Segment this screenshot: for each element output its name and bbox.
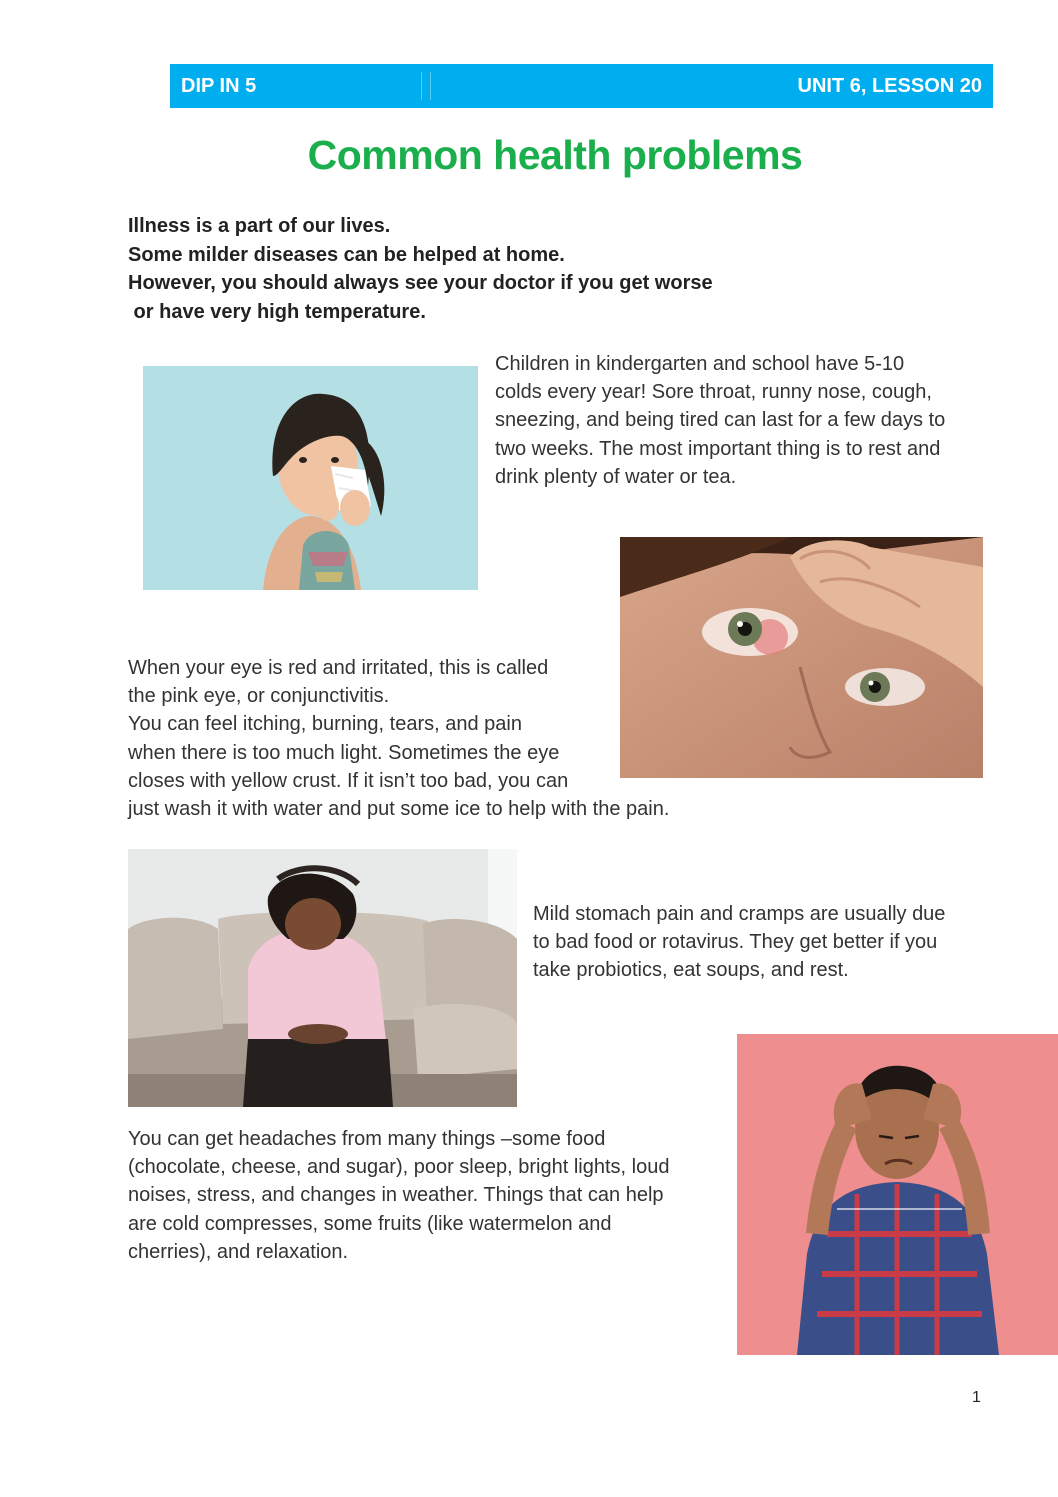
girl-sneezing-photo bbox=[143, 366, 478, 590]
pink-eye-paragraph bbox=[128, 654, 669, 823]
headache-paragraph bbox=[128, 1125, 669, 1266]
cold-paragraph bbox=[495, 350, 945, 491]
paragraph-line: colds every year! Sore throat, runny nose, cough, bbox=[495, 381, 932, 404]
unit-lesson-label: UNIT 6, LESSON 20 bbox=[797, 75, 982, 97]
page-title: Common health problems bbox=[307, 132, 803, 178]
header-bar bbox=[170, 64, 993, 108]
paragraph-line: are cold compresses, some fruits (like watermelon and bbox=[128, 1212, 612, 1235]
paragraph-line: Mild stomach pain and cramps are usually due bbox=[533, 903, 946, 925]
paragraph-line: sneezing, and being tired can last for a few days to bbox=[495, 409, 946, 432]
page-number: 1 bbox=[972, 1389, 981, 1406]
header-divider bbox=[430, 72, 431, 100]
paragraph-line: cherries), and relaxation. bbox=[128, 1240, 349, 1263]
header-divider bbox=[421, 72, 422, 100]
intro-line: or have very high temperature. bbox=[128, 300, 426, 323]
paragraph-line: to bad food or rotavirus. They get better if you bbox=[533, 931, 938, 954]
course-label: DIP IN 5 bbox=[181, 75, 257, 97]
paragraph-line: closes with yellow crust. If it isn’t too bad, you can bbox=[128, 769, 569, 792]
intro-line: Illness is a part of our lives. bbox=[128, 215, 391, 237]
paragraph-line: You can feel itching, burning, tears, and pain bbox=[128, 713, 522, 736]
headache-photo bbox=[737, 1034, 1058, 1355]
paragraph-line: take probiotics, eat soups, and rest. bbox=[533, 959, 849, 982]
intro-line: Some milder diseases can be helped at home. bbox=[128, 243, 565, 266]
paragraph-line: You can get headaches from many things –some food bbox=[128, 1128, 606, 1150]
pink-eye-photo bbox=[620, 537, 983, 778]
stomach-pain-photo bbox=[128, 849, 517, 1107]
paragraph-line: just wash it with water and put some ice to help with the pain. bbox=[128, 798, 670, 821]
paragraph-line: Children in kindergarten and school have 5-10 bbox=[495, 353, 905, 375]
paragraph-line: noises, stress, and changes in weather. Things that can help bbox=[128, 1184, 664, 1207]
intro-line: However, you should always see your doctor if you get worse bbox=[128, 272, 713, 294]
stomach-paragraph bbox=[533, 900, 945, 985]
paragraph-line: drink plenty of water or tea. bbox=[495, 465, 737, 488]
paragraph-line: when there is too much light. Sometimes the eye bbox=[128, 741, 560, 764]
paragraph-line: two weeks. The most important thing is to rest and bbox=[495, 437, 941, 460]
paragraph-line: When your eye is red and irritated, this is called bbox=[128, 657, 549, 679]
paragraph-line: (chocolate, cheese, and sugar), poor sleep, bright lights, loud bbox=[128, 1156, 670, 1179]
paragraph-line: the pink eye, or conjunctivitis. bbox=[128, 685, 390, 708]
intro-text bbox=[128, 212, 713, 326]
